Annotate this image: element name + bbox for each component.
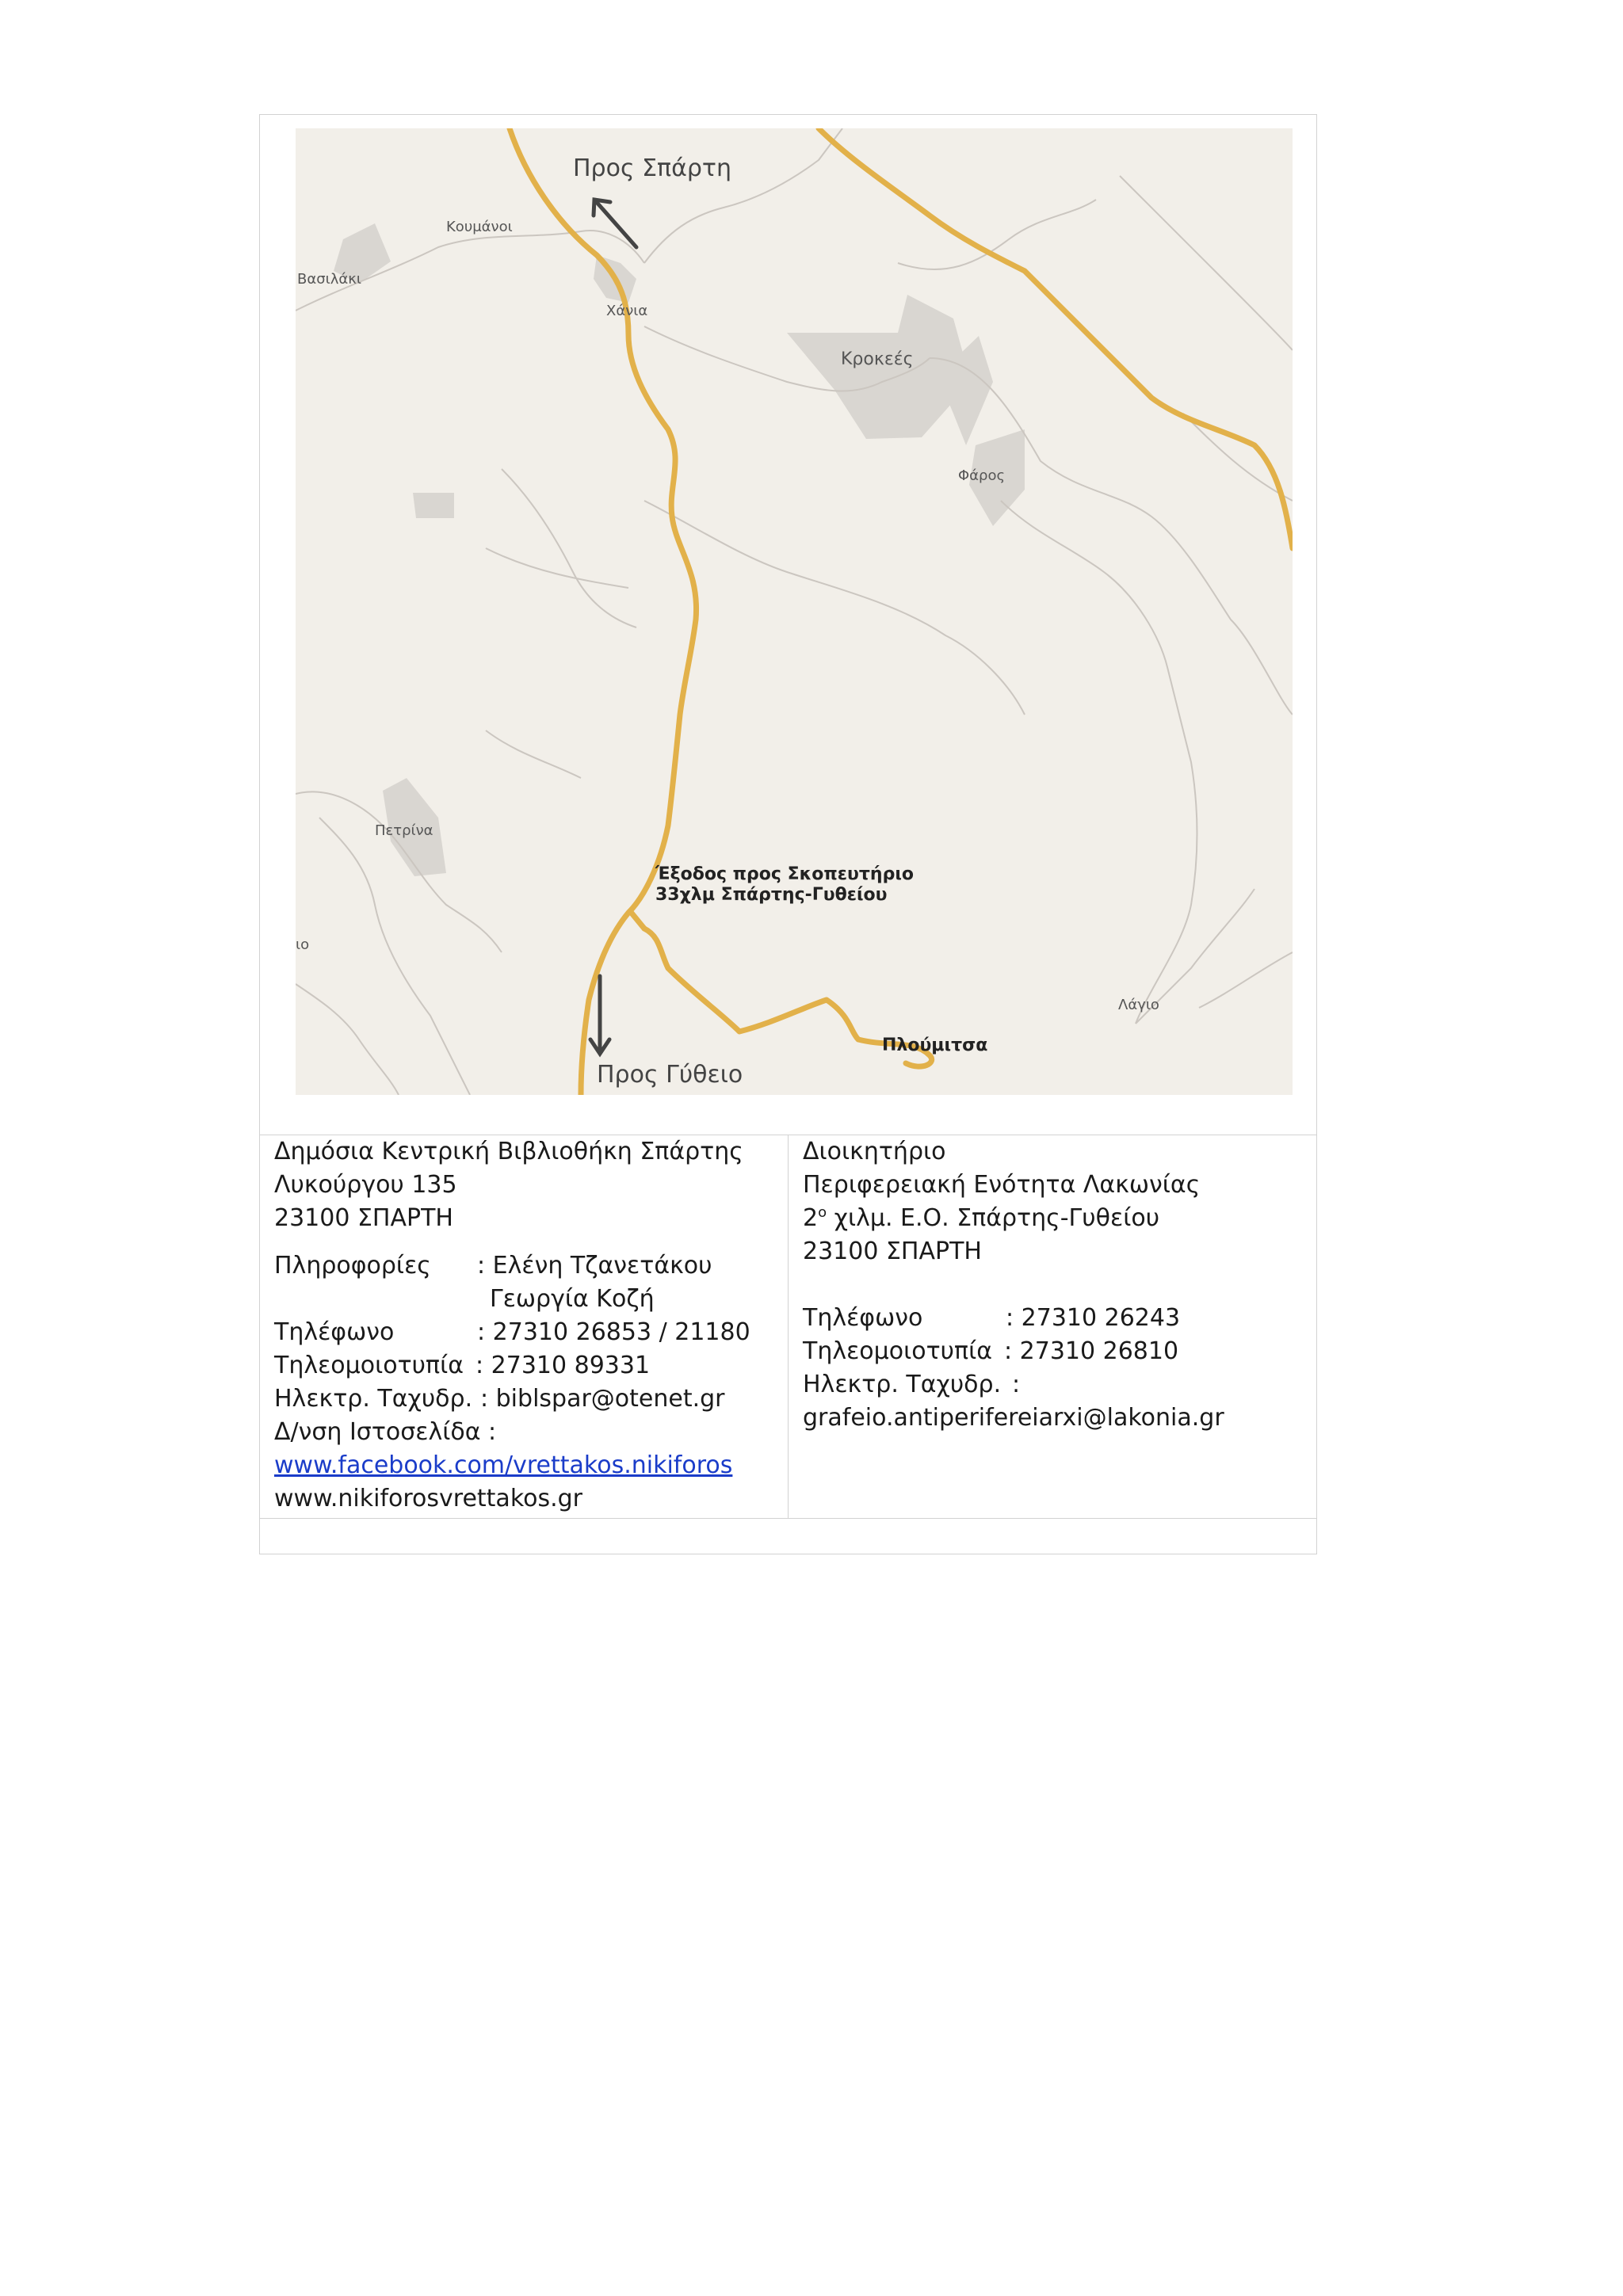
- info-value-1: : Ελένη Τζανετάκου: [477, 1252, 712, 1280]
- map-background: [296, 128, 1293, 1095]
- admin-email-address[interactable]: grafeio.antiperifereiarxi@lakonia.gr: [803, 1404, 1224, 1432]
- library-name: Δημόσια Κεντρική Βιβλιοθήκη Σπάρτης: [274, 1138, 743, 1165]
- spacer: [274, 1235, 781, 1249]
- administration-contact-cell: [803, 1135, 1310, 1435]
- label-faros: Φάρος: [958, 467, 1006, 484]
- phone-value: : 27310 26853 / 21180: [477, 1318, 750, 1346]
- fax-label: Τηλεομοιοτυπία: [274, 1352, 464, 1379]
- label-ploumitsa: Πλούμιτσα: [882, 1035, 988, 1055]
- spacer: [803, 1268, 1310, 1302]
- admin-building: Διοικητήριο: [803, 1138, 946, 1165]
- label-petrina: Πετρίνα: [375, 822, 433, 839]
- admin-km-superscript: ο: [818, 1204, 827, 1221]
- info-row-2: [274, 1283, 781, 1316]
- admin-road-name: χιλμ. Ε.Ο. Σπάρτης-Γυθείου: [827, 1204, 1160, 1232]
- phone-label: Τηλέφωνο: [274, 1318, 395, 1346]
- admin-phone-row: [803, 1302, 1310, 1335]
- admin-phone-value: : 27310 26243: [1006, 1304, 1181, 1332]
- label-io-cut: ιο: [296, 936, 310, 953]
- facebook-link[interactable]: www.facebook.com/vrettakos.nikiforos: [274, 1451, 733, 1479]
- label-exit-line2: 33χλμ Σπάρτης-Γυθείου: [655, 885, 888, 905]
- info-value-2: Γεωργία Κοζή: [490, 1285, 655, 1313]
- admin-road-km: [803, 1202, 1310, 1235]
- table-row-divider-bottom: [259, 1518, 1317, 1519]
- directions-map: [296, 128, 1293, 1095]
- label-lagio: Λάγιο: [1118, 997, 1159, 1013]
- label-pros-gytheio: Προς Γύθειο: [597, 1061, 743, 1089]
- email-value[interactable]: : biblspar@otenet.gr: [480, 1385, 725, 1413]
- website-url[interactable]: www.nikiforosvrettakos.gr: [274, 1485, 583, 1512]
- fax-value: : 27310 89331: [475, 1352, 651, 1379]
- admin-email-row: [803, 1368, 1310, 1402]
- email-label: Ηλεκτρ. Ταχυδρ.: [274, 1385, 473, 1413]
- label-krokees: Κροκεές: [841, 349, 914, 369]
- label-koumanoi: Κουμάνοι: [446, 219, 513, 235]
- admin-km-number: 2: [803, 1204, 819, 1232]
- library-contact-cell: [274, 1135, 781, 1516]
- label-exit-line1: Έξοδος προς Σκοπευτήριο: [655, 864, 915, 884]
- admin-postcode: 23100 ΣΠΑΡΤΗ: [803, 1238, 982, 1265]
- admin-email-label: Ηλεκτρ. Ταχυδρ.: [803, 1371, 1002, 1398]
- admin-region: Περιφερειακή Ενότητα Λακωνίας: [803, 1171, 1201, 1199]
- admin-fax-label: Τηλεομοιοτυπία: [803, 1337, 993, 1365]
- label-vasilaki: Βασιλάκι: [297, 271, 361, 288]
- library-postcode: 23100 ΣΠΑΡΤΗ: [274, 1204, 453, 1232]
- library-street: Λυκούργου 135: [274, 1171, 457, 1199]
- phone-row: [274, 1316, 781, 1349]
- admin-fax-value: : 27310 26810: [1004, 1337, 1179, 1365]
- hill-area: [413, 493, 454, 518]
- label-chania: Χάνια: [606, 303, 648, 319]
- website-label: Δ/νση Ιστοσελίδα :: [274, 1418, 497, 1446]
- info-row: [274, 1249, 781, 1283]
- admin-fax-row: [803, 1335, 1310, 1368]
- fax-row: [274, 1349, 781, 1383]
- admin-email-colon: :: [1012, 1371, 1021, 1398]
- map-svg: [296, 128, 1293, 1095]
- admin-phone-label: Τηλέφωνο: [803, 1304, 923, 1332]
- info-label: Πληροφορίες: [274, 1252, 431, 1280]
- email-row: [274, 1383, 781, 1416]
- table-column-divider: [788, 1135, 789, 1519]
- label-pros-sparti: Προς Σπάρτη: [573, 154, 732, 182]
